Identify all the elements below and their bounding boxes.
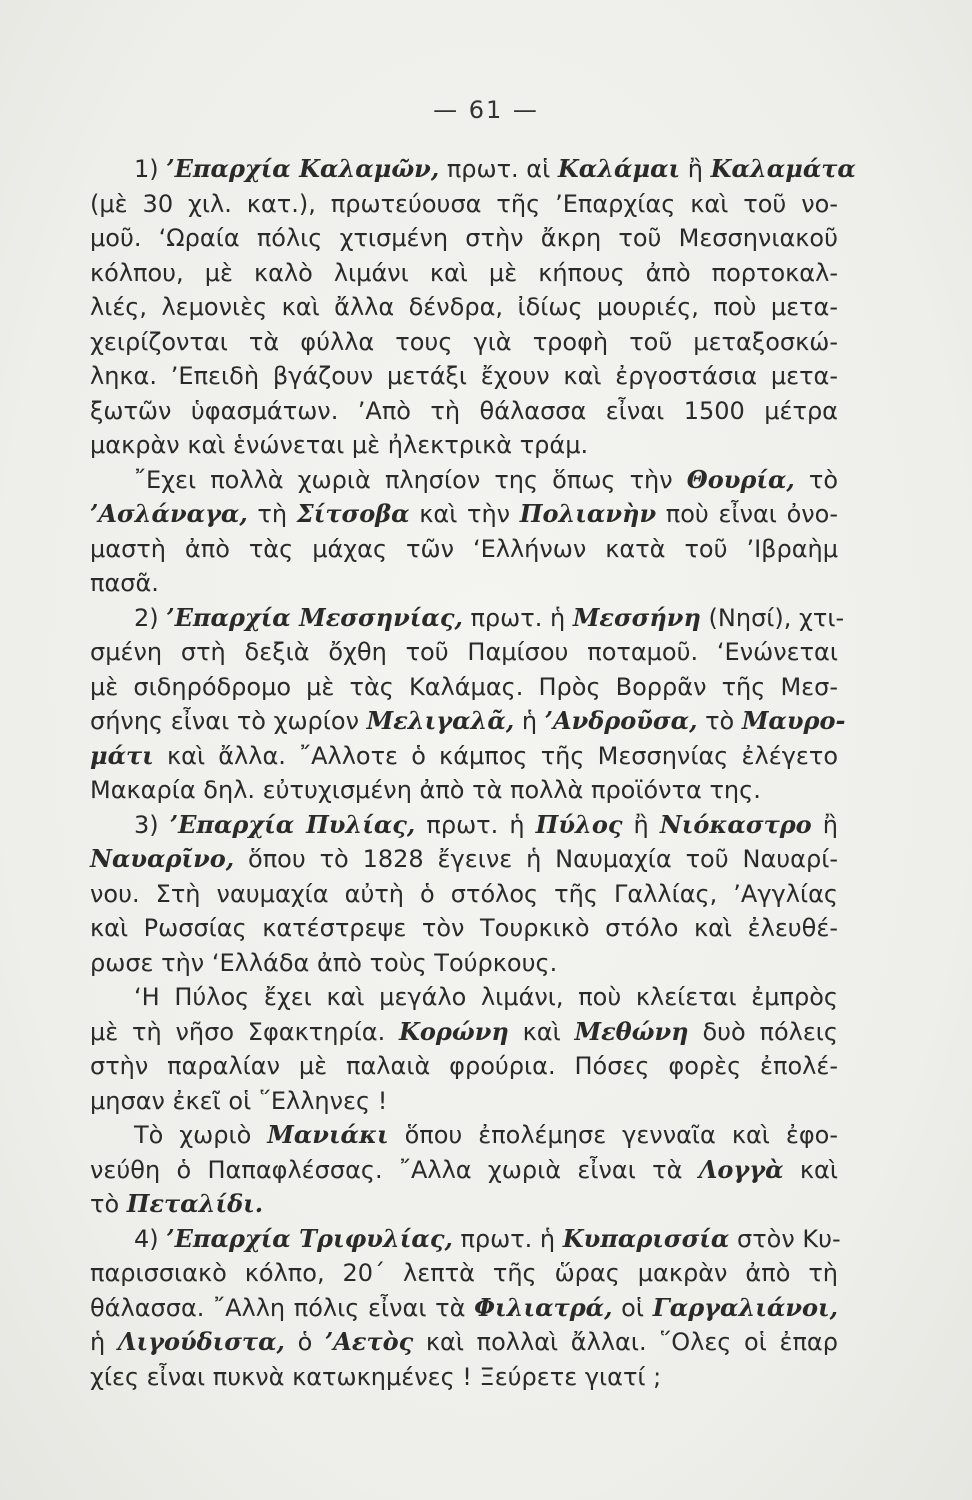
text-segment: ὁ — [284, 1328, 325, 1356]
text-segment: ἢ — [680, 155, 711, 183]
text-line — [90, 1325, 838, 1360]
text-segment: 1) — [134, 155, 167, 183]
text-segment: θάλασσα. ῎Αλλη πόλις εἶναι τὰ — [90, 1293, 475, 1322]
text-segment: νου. Στὴ ναυμαχία αὐτὴ ὁ στόλος τῆς Γαλλίας, ’Αγγλίας — [90, 879, 838, 908]
text-segment: μησαν ἐκεῖ οἱ ῞Ελληνες ! — [90, 1086, 388, 1115]
text-line — [90, 773, 838, 808]
body-text — [90, 152, 856, 1394]
text-segment: 2) — [134, 603, 167, 632]
text-segment: παρισσιακὸ κόλπο, 20΄ λεπτὰ τῆς ὥρας μακρὰν ἀπὸ τὴ — [90, 1259, 838, 1287]
text-line — [90, 1049, 838, 1084]
emphasized-term: Μεσσήνη — [572, 602, 701, 632]
text-segment: τὸ — [794, 465, 839, 494]
emphasized-term: Μεθώνη — [574, 1016, 689, 1046]
emphasized-term: ’Επαρχία Πυλίας, — [169, 809, 416, 839]
emphasized-term: Πολιανὴν — [519, 499, 657, 528]
text-segment: Μακαρία δηλ. εὐτυχισμένη ἀπὸ τὰ πολλὰ προϊόντα της. — [90, 776, 761, 804]
text-segment: Τὸ χωριὸ — [134, 1121, 268, 1149]
page-number: — 61 — — [433, 96, 539, 124]
text-line — [90, 463, 838, 498]
text-segment: τὸ — [90, 1190, 127, 1218]
text-segment: ὅπου ἐπολέμησε γενναῖα καὶ ἐφο- — [388, 1121, 838, 1149]
text-segment: ρωσε τὴν ‘Ελλάδα ἀπὸ τοὺς Τούρκους. — [90, 948, 558, 977]
emphasized-term: Πύλος — [535, 809, 623, 839]
text-segment: στὸν Κυ- — [729, 1224, 841, 1253]
text-line — [90, 1291, 838, 1326]
text-line — [90, 1015, 838, 1050]
emphasized-term: Γαργαλιάνοι, — [652, 1292, 839, 1322]
text-segment: καὶ τὴν — [409, 500, 520, 528]
text-segment: ξωτῶν ὑφασμάτων. ’Απὸ τὴ θάλασσα εἶναι 1500 μέτρα — [90, 396, 838, 425]
text-segment: σμένη στὴ δεξιὰ ὄχθη τοῦ Παμίσου ποταμοῦ. ‘Ενώνεται — [90, 638, 838, 666]
text-segment: λιές, λεμονιὲς καὶ ἄλλα δένδρα, ἰδίως μουριές, ποὺ μετα- — [90, 293, 838, 321]
text-line — [90, 497, 838, 532]
text-line — [90, 911, 838, 946]
text-line — [90, 1187, 838, 1222]
text-segment: καὶ ἄλλα. ῎Αλλοτε ὁ κάμπος τῆς Μεσσηνίας ἐλέγετο — [153, 741, 838, 770]
text-segment: πρωτ. ἡ — [452, 1224, 563, 1253]
text-segment: οἱ — [612, 1293, 653, 1322]
text-segment: ληκα. ’Επειδὴ βγάζουν μετάξι ἔχουν καὶ ἐργοστάσια μετα- — [90, 362, 838, 390]
text-segment: τὴ — [247, 500, 297, 528]
text-line — [90, 325, 838, 360]
text-line — [90, 601, 845, 636]
text-line — [90, 1256, 838, 1291]
text-line — [90, 359, 838, 394]
emphasized-term: Καλάμαι — [557, 154, 681, 183]
text-segment: στὴν παραλίαν μὲ παλαιὰ φρούρια. Πόσες φορὲς ἐπολέ- — [90, 1052, 838, 1080]
emphasized-term: μάτι — [90, 740, 154, 770]
emphasized-term: Μελιγαλᾶ, — [366, 706, 515, 735]
text-line — [90, 566, 838, 601]
text-line — [90, 1118, 838, 1153]
text-line — [90, 1084, 838, 1119]
text-line — [90, 187, 838, 222]
text-line — [90, 152, 856, 187]
text-line — [90, 635, 838, 670]
text-segment: τὸ — [697, 707, 742, 735]
text-segment: χειρίζονται τὰ φύλλα τους γιὰ τροφὴ τοῦ μεταξοσκώ- — [90, 327, 838, 356]
text-segment: σήνης εἶναι τὸ χωρίον — [90, 707, 367, 735]
text-segment: ἢ — [622, 810, 660, 839]
text-segment: πρωτ. ἡ — [415, 810, 536, 839]
text-segment: ἡ — [514, 707, 545, 735]
emphasized-term: Σίτσοβα — [296, 499, 410, 528]
emphasized-term: ’Ασλάναγα, — [90, 499, 248, 528]
text-line — [90, 532, 838, 567]
text-segment: μοῦ. ‘Ωραία πόλις χτισμένη στὴν ἄκρη τοῦ Μεσσηνιακοῦ — [90, 224, 838, 252]
emphasized-term: Κορώνη — [399, 1016, 509, 1046]
text-line — [90, 221, 838, 256]
emphasized-term: Νιόκαστρο — [659, 809, 812, 839]
text-segment: χίες εἶναι πυκνὰ κατωκημένες ! Ξεύρετε γιατί ; — [90, 1362, 662, 1391]
emphasized-term: ’Αετὸς — [324, 1327, 414, 1356]
emphasized-term: ’Επαρχία Τριφυλίας, — [166, 1223, 453, 1253]
emphasized-term: ’Επαρχία Καλαμῶν, — [166, 154, 440, 183]
text-segment: κόλπου, μὲ καλὸ λιμάνι καὶ μὲ κήπους ἀπὸ πορτοκαλ- — [90, 258, 838, 287]
text-line — [90, 1360, 838, 1395]
text-segment: δυὸ πόλεις — [688, 1017, 839, 1046]
text-segment: καὶ — [783, 1155, 838, 1184]
text-line — [90, 394, 838, 429]
text-segment: μὲ τὴ νῆσο Σφακτηρία. — [90, 1017, 400, 1046]
emphasized-term: Καλαμάτα — [710, 154, 856, 183]
text-line — [90, 704, 846, 739]
text-segment: πρωτ. ἡ — [462, 603, 573, 632]
emphasized-term: Ναυαρῖνο, — [90, 844, 235, 873]
text-segment: καὶ — [508, 1017, 575, 1046]
text-line — [90, 670, 838, 705]
text-segment: νεύθη ὁ Παπαφλέσσας. ῎Αλλα χωριὰ εἶναι τὰ — [90, 1155, 699, 1184]
text-segment: (Νησί), χτι- — [700, 603, 845, 632]
text-line — [90, 1153, 838, 1188]
emphasized-term: Φιλιατρά, — [474, 1292, 613, 1322]
text-segment: (μὲ 30 χιλ. κατ.), πρωτεύουσα τῆς ’Επαρχίας καὶ τοῦ νο- — [90, 189, 838, 218]
emphasized-term: Μανιάκι — [267, 1120, 389, 1149]
text-segment: πρωτ. αἱ — [439, 155, 558, 183]
emphasized-term: Μαυρο- — [741, 706, 846, 735]
text-segment: πασᾶ. — [90, 569, 159, 597]
text-line — [90, 946, 838, 981]
text-line — [90, 739, 838, 774]
emphasized-term: ’Ανδροῦσα, — [544, 706, 698, 735]
emphasized-term: ’Επαρχία Μεσσηνίας, — [166, 602, 463, 632]
text-line — [90, 877, 838, 912]
text-segment: ‘Η Πύλος ἔχει καὶ μεγάλο λιμάνι, ποὺ κλείεται ἐμπρὸς — [134, 983, 838, 1011]
text-segment: μαστὴ ἀπὸ τὰς μάχας τῶν ‘Ελλήνων κατὰ τοῦ ’Ιβραὴμ — [90, 534, 838, 563]
text-segment: μὲ σιδηρόδρομο μὲ τὰς Καλάμας. Πρὸς Βορρᾶν τῆς Μεσ- — [90, 672, 838, 701]
emphasized-term: Θουρία, — [686, 464, 795, 494]
text-line — [90, 1222, 841, 1257]
text-segment: 4) — [134, 1224, 167, 1253]
text-line — [90, 428, 838, 463]
text-segment: μακρὰν καὶ ἑνώνεται μὲ ἠλεκτρικὰ τράμ. — [90, 431, 589, 459]
text-line — [90, 290, 838, 325]
text-segment: ποὺ εἶναι ὀνο- — [656, 500, 839, 528]
emphasized-term: Λιγούδιστα, — [117, 1327, 285, 1356]
text-line — [90, 808, 838, 843]
text-segment: καὶ Ρωσσίας κατέστρεψε τὸν Τουρκικὸ στόλο καὶ ἐλευθέ- — [90, 914, 838, 942]
emphasized-term: Πεταλίδι. — [126, 1189, 264, 1218]
text-segment: 3) — [134, 810, 170, 839]
text-segment: ἢ — [811, 810, 838, 839]
text-segment: ὅπου τὸ 1828 ἔγεινε ἡ Ναυμαχία τοῦ Ναυαρί- — [234, 845, 838, 873]
text-line — [90, 980, 838, 1015]
text-segment: ἡ — [90, 1328, 118, 1356]
emphasized-term: Κυπαρισσία — [562, 1223, 730, 1253]
emphasized-term: Λογγὰ — [698, 1154, 784, 1184]
text-segment: καὶ πολλαὶ ἄλλαι. ῞Ολες οἱ ἐπαρ — [413, 1328, 838, 1356]
text-segment: ῎Εχει πολλὰ χωριὰ πλησίον της ὅπως τὴν — [134, 465, 687, 494]
text-line — [90, 842, 838, 877]
text-line — [90, 256, 838, 291]
